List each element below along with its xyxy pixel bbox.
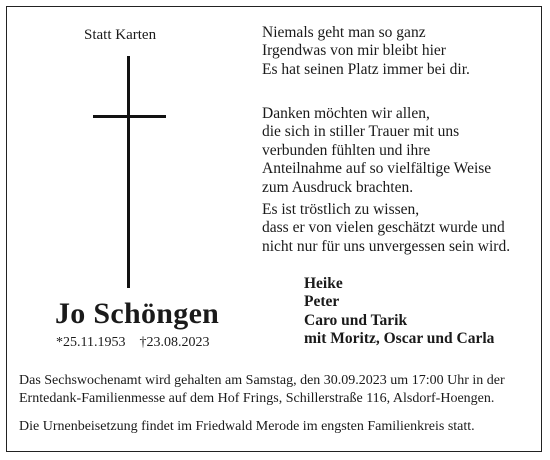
mourner-name: Caro und Tarik: [304, 311, 408, 329]
poem-line: die sich in stiller Trauer mit uns: [262, 123, 460, 141]
mourners-signature: [304, 275, 494, 348]
mourner-name: Heike: [304, 275, 343, 292]
poem-line: Es hat seinen Platz immer bei dir.: [262, 60, 470, 78]
birth-date: *25.11.1953: [56, 335, 126, 350]
deceased-name: Jo Schöngen: [55, 297, 220, 330]
poem-line: verbunden fühlten und ihre: [262, 141, 431, 159]
mourner-name: Peter: [304, 293, 340, 311]
notice-line: Das Sechswochenamt wird gehalten am Samstag, den 30.09.2023 um 17:00 Uhr in der: [19, 373, 505, 388]
poem-line: Irgendwas von mir bleibt hier: [262, 42, 446, 60]
sechswochenamt-notice: [19, 372, 505, 407]
cross-icon-horizontal: [93, 115, 166, 118]
poem-line: nicht nur für uns unvergessen sein wird.: [262, 237, 511, 255]
notice-line: Die Urnenbeisetzung findet im Friedwald Merode im engsten Familienkreis statt.: [19, 419, 475, 434]
poem-line: Es ist tröstlich zu wissen,: [262, 201, 420, 218]
poem-line: dass er von vielen geschätzt wurde und: [262, 219, 505, 237]
poem-line: Danken möchten wir allen,: [262, 105, 430, 122]
cross-icon-vertical: [127, 56, 130, 288]
comfort-stanza: [262, 201, 510, 256]
death-date: †23.08.2023: [139, 335, 210, 350]
poem-line: zum Ausdruck brachten.: [262, 178, 414, 196]
notice-line: Erntedank-Familienmesse auf dem Hof Frings, Schillerstraße 116, Alsdorf-Hoengen.: [19, 390, 495, 406]
poem-line: Anteilnahme auf so vielfältige Weise: [262, 160, 492, 178]
urnenbeisetzung-notice: [19, 418, 475, 436]
mourner-name: mit Moritz, Oscar und Carla: [304, 329, 495, 347]
poem-stanza-1: [262, 24, 470, 79]
life-dates: [56, 335, 209, 351]
statt-karten-label: Statt Karten: [84, 27, 157, 43]
thanks-stanza: [262, 105, 491, 197]
poem-line: Niemals geht man so ganz: [262, 24, 426, 41]
